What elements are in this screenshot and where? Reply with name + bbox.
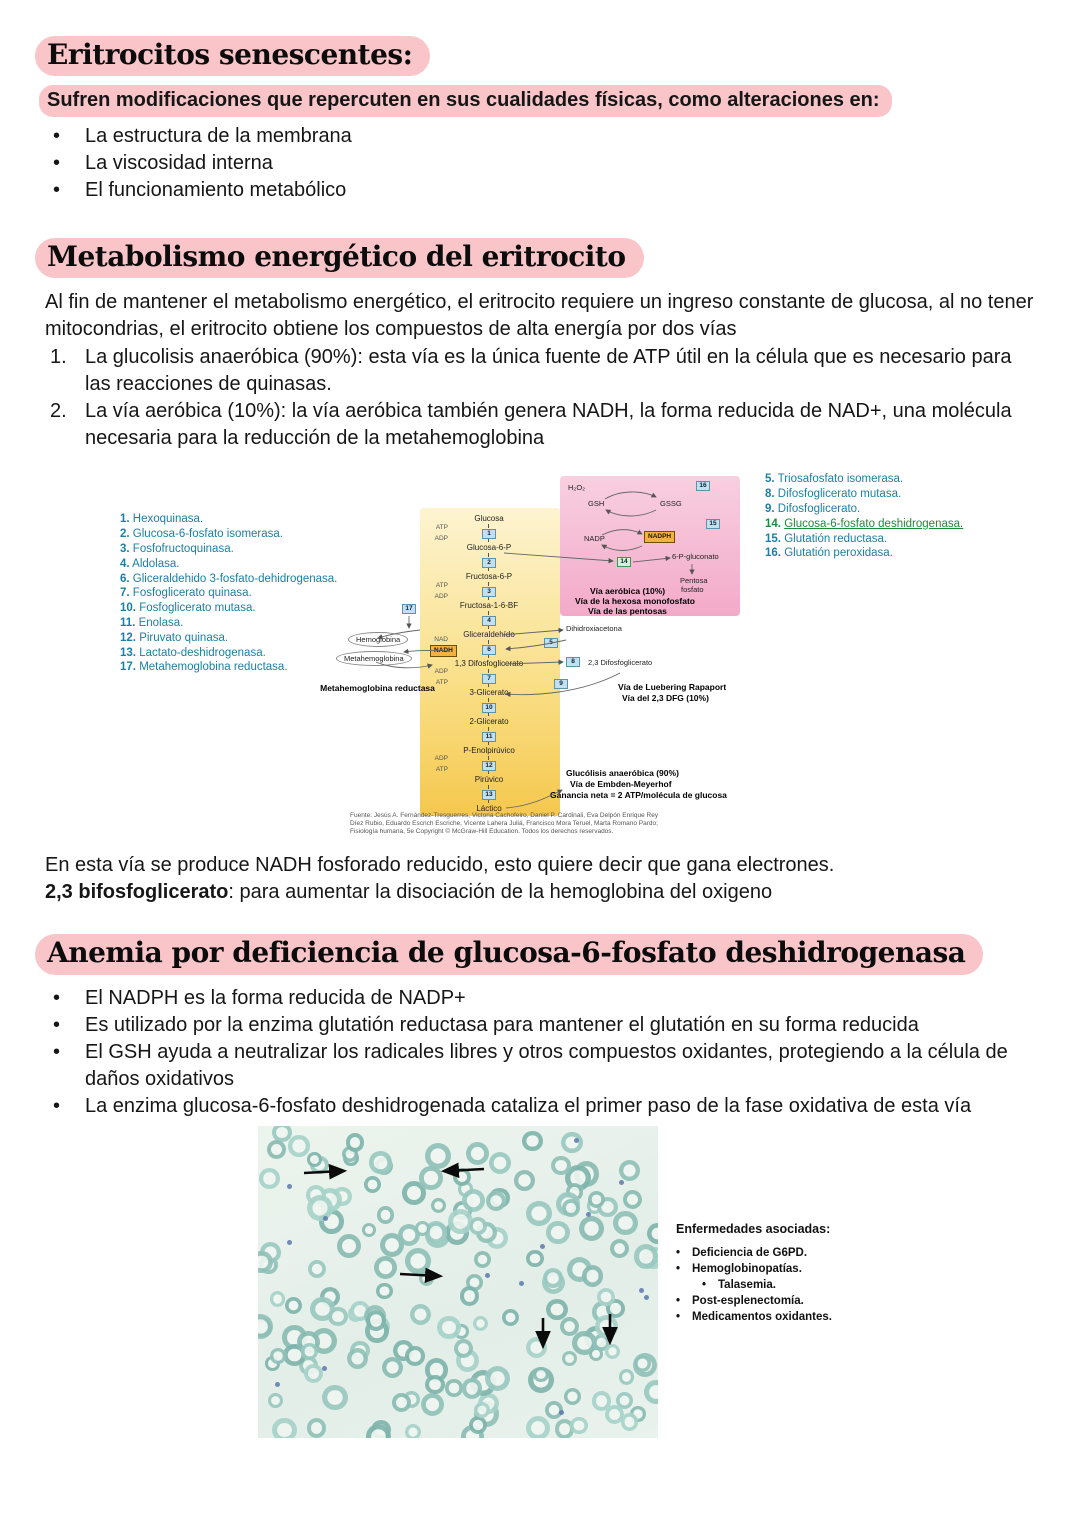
legend-item <box>120 572 337 587</box>
disease-item <box>676 1261 832 1277</box>
bullet-text: La enzima glucosa-6-fosfato deshidrogenada cataliza el primer paso de la fase oxidativa de esta vía <box>85 1094 972 1117</box>
bullet-marker: • <box>676 1310 681 1323</box>
bullet-marker: • <box>53 125 61 148</box>
legend-item <box>765 546 963 561</box>
list-item <box>45 150 1035 177</box>
node-lactico: Láctico <box>476 804 502 814</box>
list-item <box>45 985 1035 1012</box>
metabolismo-intro: Al fin de mantener el metabolismo energético, el eritrocito requiere un ingreso constante de glucosa, al no tener mitocondrias, el eritrocito obtiene los compuestos de alta energía por dos vías <box>45 291 1034 341</box>
number-marker: 2. <box>50 400 67 423</box>
node-pentosa-2: fosfato <box>681 585 704 595</box>
enzyme-box-17: 17 <box>402 604 416 614</box>
cofactor-atp: ATP <box>435 679 448 687</box>
label-ganancia: Ganancia neta = 2 ATP/molécula de glucosa <box>550 790 727 801</box>
legend-name: Gliceraldehido 3-fosfato-dehidrogenasa. <box>132 572 338 585</box>
smear-section <box>45 1126 1035 1438</box>
label-glucolisis-anaerobica: Glucólisis anaeróbica (90%) <box>566 768 679 779</box>
legend-num: 12. <box>120 631 136 644</box>
legend-num: 16. <box>765 547 781 560</box>
node-nadp: NADP <box>584 534 605 544</box>
pathway-connector <box>488 655 489 658</box>
figure-source-line: Fisiología humana, 5e Copyright © McGraw-Hill Education. Todos los derechos reservados. <box>350 828 614 836</box>
legend-num: 11. <box>120 616 136 629</box>
bullet-text: El GSH ayuda a neutralizar los radicales libres y otros compuestos oxidantes, protegiendo a la célula de daños oxidativos <box>85 1040 1008 1090</box>
bullet-marker: • <box>702 1278 707 1291</box>
term-rest: : para aumentar la disociación de la hemoglobina del oxigeno <box>228 881 773 904</box>
nadh-box: NADH <box>430 645 457 657</box>
legend-name: Difosfoglicerato mutasa. <box>777 488 902 501</box>
legend-name: Lactato-deshidrogenasa. <box>139 646 266 659</box>
node-pentosa-1: Pentosa <box>680 576 708 586</box>
legend-num: 2. <box>120 528 130 541</box>
label-metahemoglobina-reductasa: Metahemoglobina reductasa <box>320 683 435 694</box>
legend-item <box>120 512 337 527</box>
label-via-aerobica: Vía aeróbica (10%) <box>590 586 666 597</box>
legend-num: 10. <box>120 602 136 615</box>
legend-num: 14. <box>765 517 781 530</box>
disease-text: Post-esplenectomía. <box>692 1294 804 1307</box>
legend-name: Glutatión reductasa. <box>784 532 888 545</box>
list-item <box>45 123 1035 150</box>
annotation-arrows <box>258 1126 658 1438</box>
legend-name: Enolasa. <box>138 616 184 629</box>
section-title-metabolismo <box>45 238 1035 278</box>
section-title-senescentes <box>45 36 1035 76</box>
enzyme-box-2: 2 <box>482 558 496 568</box>
legend-item <box>765 532 963 547</box>
node-metahemoglobina: Metahemoglobina <box>336 651 412 666</box>
list-item <box>45 1093 1035 1120</box>
enzyme-box-7: 7 <box>482 674 496 684</box>
label-via-rapaport: Vía de Luebering Rapaport <box>618 682 727 693</box>
legend-item <box>120 616 337 631</box>
pathway-connector <box>488 611 489 615</box>
numbered-item <box>45 344 1035 398</box>
node-dihidroxiacetona: Dihidroxiacetona <box>566 624 622 634</box>
bullet-marker: • <box>53 986 61 1009</box>
list-item <box>45 177 1035 204</box>
annotation-arrow <box>446 1169 484 1171</box>
legend-item <box>120 527 337 542</box>
numbered-text: La glucolisis anaeróbica (90%): esta vía es la única fuente de ATP útil en la célula que es necesario para las reacciones de quinasas. <box>85 346 1012 396</box>
pathway-connector <box>488 684 489 687</box>
cofactor-adp: ADP <box>434 593 448 601</box>
legend-num: 9. <box>765 502 775 515</box>
node-glucosa: Glucosa <box>474 514 504 524</box>
legend-item <box>765 487 963 502</box>
node-3-glicerato: 3-Glicerato <box>469 688 509 698</box>
legend-num: 15. <box>765 532 781 545</box>
disease-text: Hemoglobinopatías. <box>692 1262 802 1275</box>
legend-num: 17. <box>120 661 136 674</box>
pathway-connector <box>488 626 489 629</box>
bullet-marker: • <box>53 1040 61 1063</box>
label-via-embden: Vía de Embden-Meyerhof <box>570 779 672 790</box>
pathway-connector <box>488 524 489 528</box>
node-piruvico: Pirúvico <box>474 775 504 785</box>
numbered-text: La vía aeróbica (10%): la vía aeróbica también genera NADH, la forma reducida de NAD+, una molécula necesaria para la reducción de la metahemoglobina <box>85 400 1012 450</box>
node-glucosa-6p: Glucosa-6-P <box>466 543 512 553</box>
cofactor-adp: ADP <box>434 755 448 763</box>
node-p-enolpiruvico: P-Enolpirúvico <box>463 746 515 756</box>
pathway-connector <box>488 597 489 600</box>
legend-item <box>765 472 963 487</box>
legend-num: 4. <box>120 557 130 570</box>
disease-item <box>676 1245 832 1261</box>
enzyme-box-4: 4 <box>482 616 496 626</box>
enzyme-box-13: 13 <box>482 790 496 800</box>
cofactor-atp: ATP <box>435 524 448 532</box>
numbered-item <box>45 398 1035 452</box>
legend-name: Fosfofructoquinasa. <box>132 542 234 555</box>
legend-name: Piruvato quinasa. <box>139 631 229 644</box>
section-eritrocitos-senescentes <box>45 36 1035 204</box>
legend-item <box>120 660 337 675</box>
legend-num: 1. <box>120 513 130 526</box>
disease-text: Talasemia. <box>718 1278 776 1291</box>
pathway-connector <box>488 640 489 644</box>
cofactor-adp: ADP <box>434 668 448 676</box>
legend-name: Glucosa-6-fosfato deshidrogenasa. <box>784 517 964 530</box>
pathway-connector <box>488 727 489 731</box>
bullet-marker: • <box>676 1294 681 1307</box>
section-title-anemia <box>45 934 1035 974</box>
node-gssg: GSSG <box>660 499 682 509</box>
legend-item <box>120 601 337 616</box>
enzyme-box-12: 12 <box>482 761 496 771</box>
paragraph-line <box>45 879 1035 906</box>
legend-item <box>765 502 963 517</box>
bullet-text: La viscosidad interna <box>85 152 273 175</box>
node-2-glicerato: 2-Glicerato <box>469 717 509 727</box>
pathway-connector <box>488 756 489 760</box>
pathway-connector <box>488 582 489 586</box>
node-fructosa-6p: Fructosa-6-P <box>465 572 513 582</box>
node-gliceraldehido: Gliceraldehído <box>463 630 515 640</box>
pathway-connector <box>488 771 489 774</box>
legend-name: Hexoquinasa. <box>132 513 204 526</box>
enzyme-box-6: 6 <box>482 645 496 655</box>
pathway-connector <box>488 785 489 789</box>
nadph-box: NADPH <box>644 531 675 543</box>
bold-term: 2,3 bifosfoglicerato <box>45 881 229 904</box>
bullet-text: El funcionamiento metabólico <box>85 179 347 202</box>
legend-item <box>120 646 337 661</box>
metabolic-pathway-figure <box>120 468 970 836</box>
enzyme-box-5: 5 <box>544 638 558 648</box>
subtitle-highlight: Sufren modificaciones que repercuten en sus cualidades físicas, como alteraciones en: <box>39 85 892 117</box>
bullet-marker: • <box>53 152 61 175</box>
bullet-marker: • <box>676 1246 681 1259</box>
enzyme-legend-right <box>765 472 963 561</box>
paragraph-line: En esta vía se produce NADH fosforado reducido, esto quiere decir que gana electrones. <box>45 854 835 877</box>
node-23-difosfoglicerato: 2,3 Difosfoglicerato <box>588 658 653 668</box>
associated-diseases <box>676 1221 832 1438</box>
enzyme-box-1: 1 <box>482 529 496 539</box>
legend-name: Glutatión peroxidasa. <box>784 547 893 560</box>
label-via-dfg: Vía del 2,3 DFG (10%) <box>622 693 709 704</box>
senescentes-subtitle <box>45 85 1035 117</box>
annotation-arrow <box>304 1171 342 1173</box>
number-marker: 1. <box>50 346 67 369</box>
disease-text: Deficiencia de G6PD. <box>692 1246 808 1259</box>
diseases-title: Enfermedades asociadas: <box>676 1221 831 1236</box>
legend-item <box>120 586 337 601</box>
legend-item <box>120 631 337 646</box>
legend-name: Fosfoglicerato mutasa. <box>139 602 256 615</box>
node-13-difosfoglicerato: 1,3 Difosfoglicerato <box>454 659 524 669</box>
bullet-marker: • <box>53 1094 61 1117</box>
legend-name: Aldolasa. <box>132 557 180 570</box>
list-item <box>45 1039 1035 1093</box>
figure-source-line: Díez Rubio, Eduardo Escrich Escriche, Vicente Lahera Juliá, Francisco Mora Teruel, Marta Romano Pardo; <box>350 820 658 828</box>
node-hemoglobina: Hemoglobina <box>348 632 408 647</box>
list-item <box>45 1012 1035 1039</box>
figure-source-line: Fuente: Jesús A. Fernández-Tresguerres, Victoria Cachofeiro, Daniel P. Cardinali, Eva Delpón Enrique Rey <box>350 812 659 820</box>
nadh-paragraph <box>45 852 1035 906</box>
pathway-connector <box>488 698 489 702</box>
title-highlight: Anemia por deficiencia de glucosa-6-fosfato deshidrogenasa <box>35 934 983 974</box>
title-highlight: Eritrocitos senescentes: <box>35 36 430 76</box>
label-via-pentosas: Vía de las pentosas <box>588 606 667 617</box>
pathway-connector <box>488 669 489 673</box>
section-metabolismo <box>45 238 1035 452</box>
disease-text: Medicamentos oxidantes. <box>692 1310 832 1323</box>
section-anemia-g6pd <box>45 934 1035 1119</box>
cofactor-nad: NAD <box>434 636 448 644</box>
node-6p-gluconato: 6-P-gluconato <box>672 552 719 562</box>
enzyme-box-3: 3 <box>482 587 496 597</box>
legend-name: Difosfoglicerato. <box>777 502 861 515</box>
cofactor-adp: ADP <box>434 535 448 543</box>
annotation-arrow <box>400 1274 438 1276</box>
enzyme-box-16: 16 <box>696 481 710 491</box>
enzyme-box-11: 11 <box>482 732 496 742</box>
pathway-connector <box>488 539 489 542</box>
legend-name: Metahemoglobina reductasa. <box>139 661 288 674</box>
bullet-text: Es utilizado por la enzima glutatión reductasa para mantener el glutatión en su forma reducida <box>85 1013 919 1036</box>
disease-item <box>676 1293 832 1309</box>
node-h2o2: H₂O₂ <box>568 483 586 493</box>
bullet-text: La estructura de la membrana <box>85 125 352 148</box>
legend-item <box>120 557 337 572</box>
bullet-marker: • <box>53 179 61 202</box>
enzyme-box-15: 15 <box>706 519 720 529</box>
legend-item <box>120 542 337 557</box>
pathway-connector <box>488 713 489 716</box>
legend-item-g6pd <box>765 517 963 532</box>
legend-num: 13. <box>120 646 136 659</box>
label-via-hexosa: Vía de la hexosa monofosfato <box>575 596 695 607</box>
legend-num: 5. <box>765 473 775 486</box>
enzyme-box-14: 14 <box>617 557 631 567</box>
pathway-connector <box>488 568 489 571</box>
enzyme-box-9: 9 <box>554 679 568 689</box>
enzyme-legend-left <box>120 512 337 675</box>
bullet-marker: • <box>676 1262 681 1275</box>
legend-name: Glucosa-6-fosfato isomerasa. <box>132 528 283 541</box>
disease-item <box>676 1309 832 1325</box>
legend-num: 7. <box>120 587 130 600</box>
pathway-connector <box>488 800 489 803</box>
title-highlight: Metabolismo energético del eritrocito <box>35 238 644 278</box>
node-gsh: GSH <box>588 499 605 509</box>
disease-item-nested <box>702 1277 832 1293</box>
node-fructosa-16bf: Fructosa-1-6-BF <box>459 601 519 611</box>
legend-num: 6. <box>120 572 130 585</box>
pathway-connector <box>488 742 489 745</box>
cofactor-atp: ATP <box>435 766 448 774</box>
cofactor-atp: ATP <box>435 582 448 590</box>
legend-num: 3. <box>120 542 130 555</box>
bullet-marker: • <box>53 1013 61 1036</box>
blood-smear-micrograph <box>258 1126 658 1438</box>
legend-name: Fosfoglicerato quinasa. <box>132 587 252 600</box>
legend-num: 8. <box>765 488 775 501</box>
legend-name: Triosafosfato isomerasa. <box>777 473 904 486</box>
pathway-connector <box>488 553 489 557</box>
enzyme-box-10: 10 <box>482 703 496 713</box>
enzyme-box-8: 8 <box>566 657 580 667</box>
bullet-text: El NADPH es la forma reducida de NADP+ <box>85 986 466 1009</box>
